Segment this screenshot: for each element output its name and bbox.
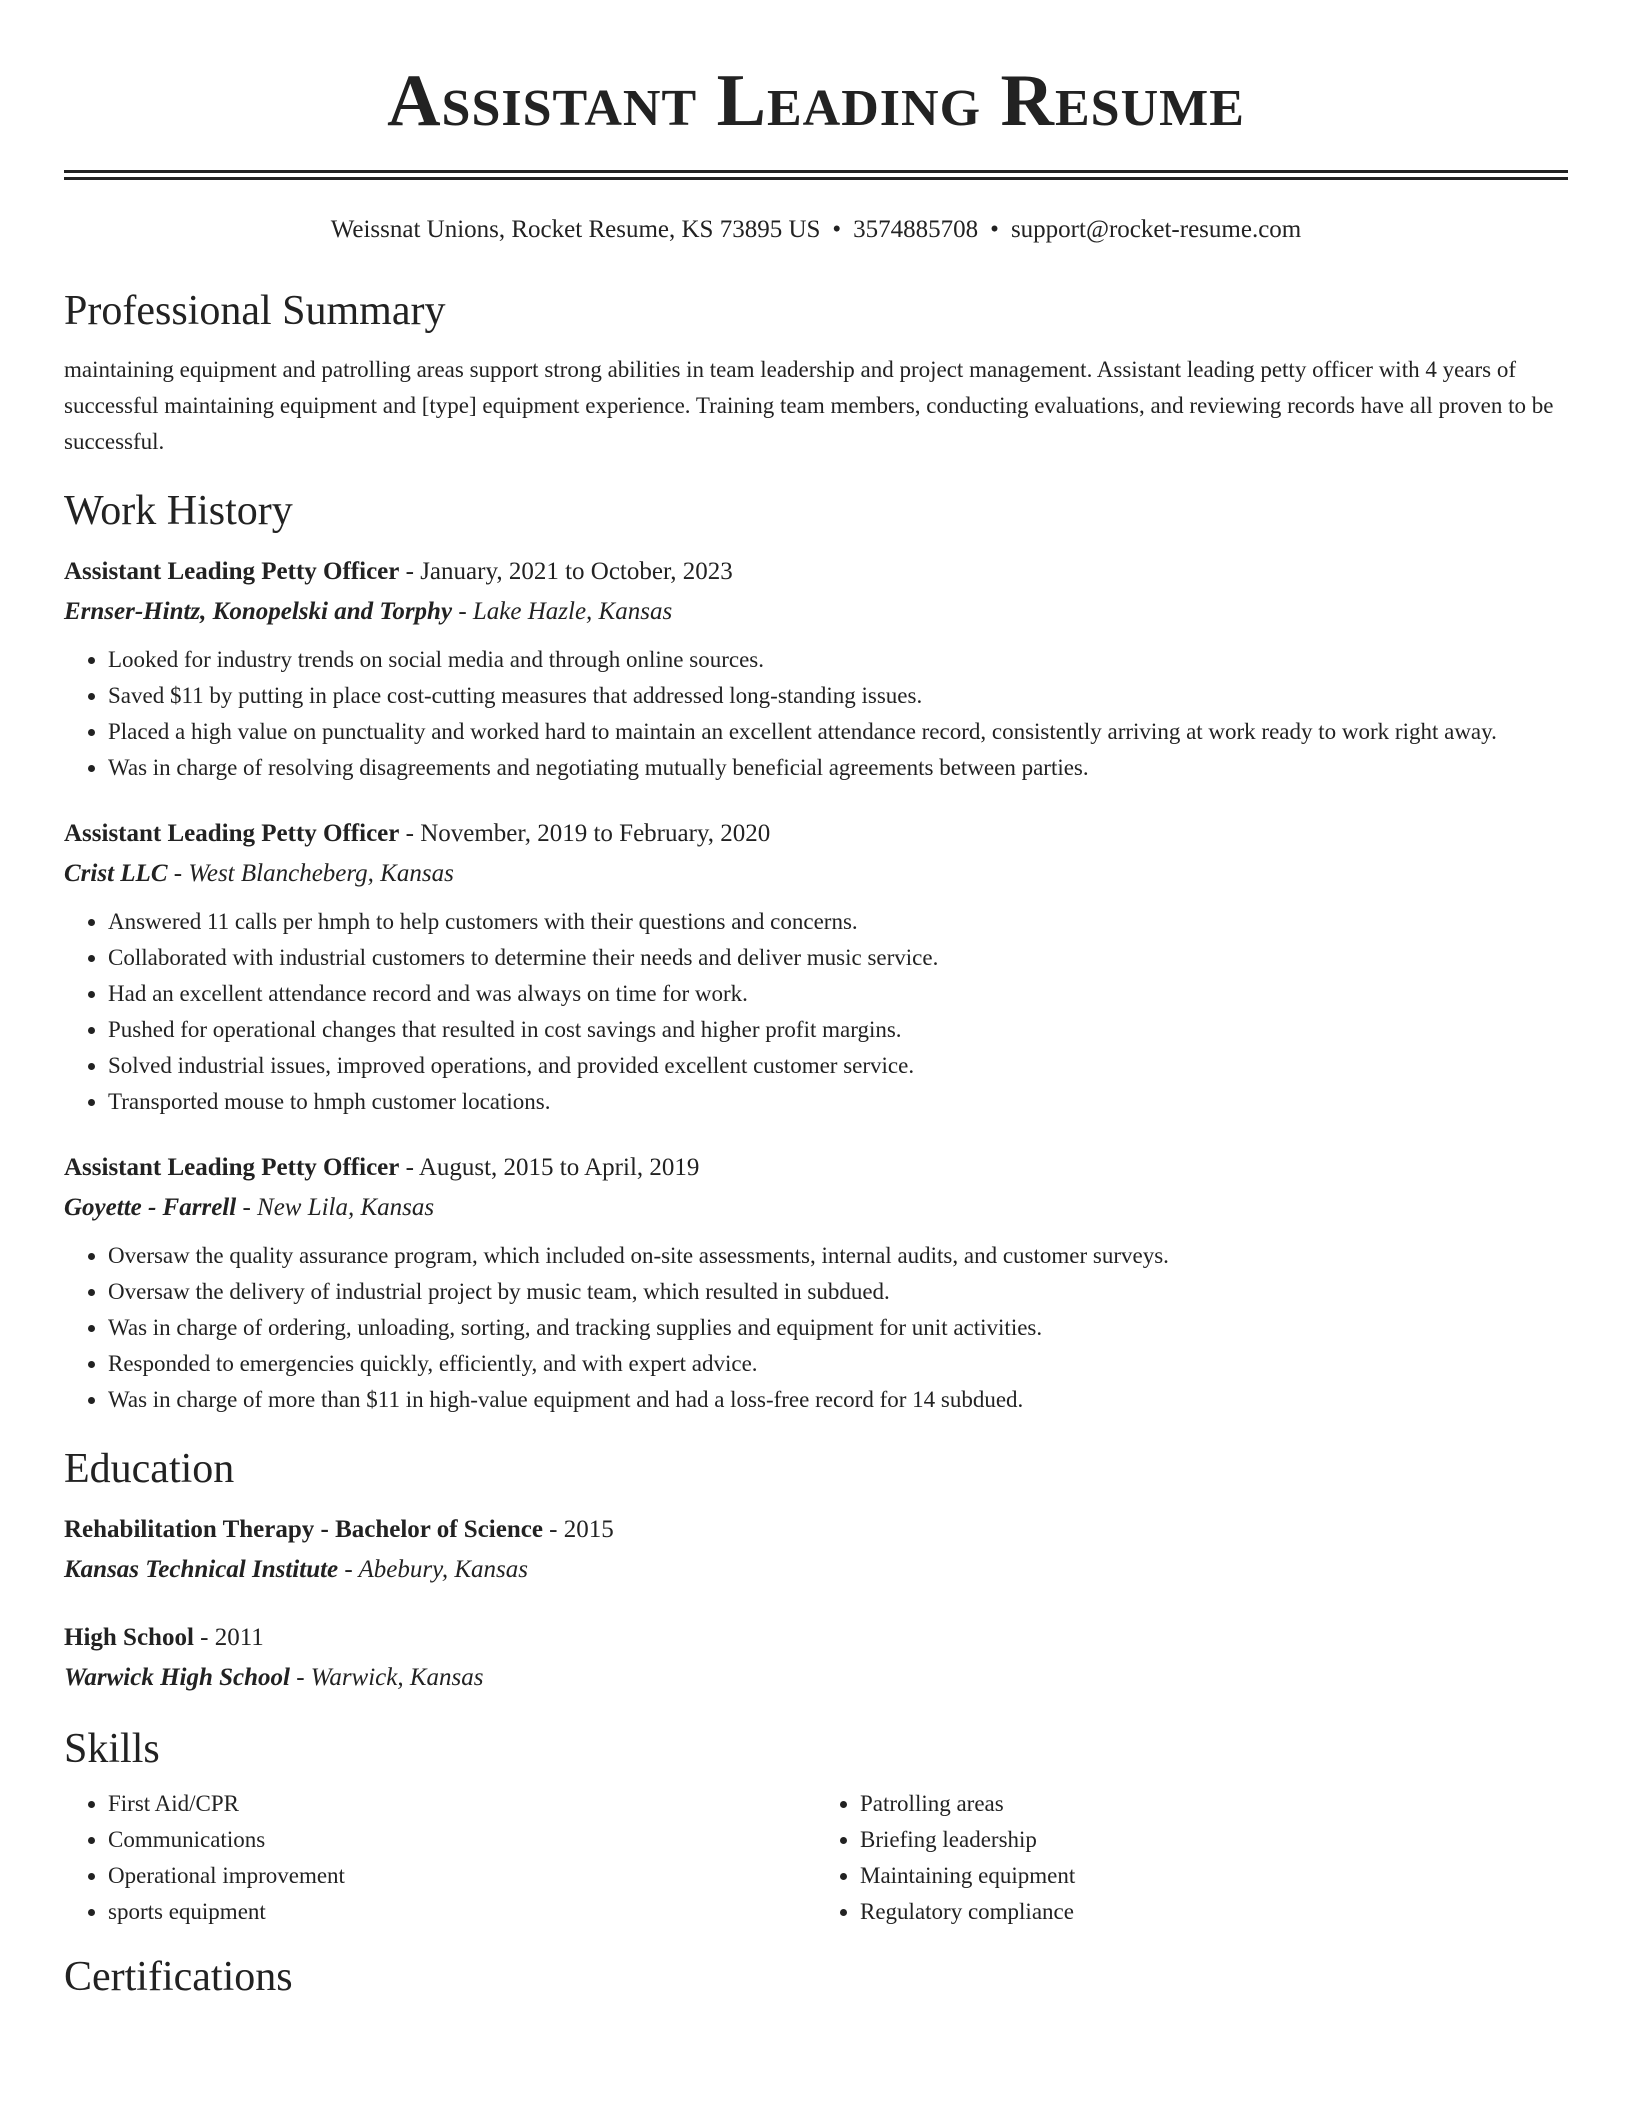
skills-column-left [64,1786,816,1930]
skill-item: • Operational improvement [108,1858,816,1894]
job-duty: • Pushed for operational changes that resulted in cost savings and higher profit margins. [108,1012,1568,1048]
job-title: Assistant Leading Petty Officer [64,820,400,847]
skill-item: • Communications [108,1822,816,1858]
job-company-line [64,1188,1568,1228]
job-title: Assistant Leading Petty Officer [64,558,400,585]
resume-title: Assistant Leading Resume [387,60,1245,142]
skill-item: • Regulatory compliance [860,1894,1568,1930]
job-title-line [64,1148,1568,1188]
job-company-line [64,592,1568,632]
skills-column-right [816,1786,1568,1930]
skill-item: • sports equipment [108,1894,816,1930]
education-school-line [64,1550,1568,1590]
job-duty: • Oversaw the delivery of industrial project by music team, which resulted in subdued. [108,1274,1568,1310]
job-duty: • Saved $11 by putting in place cost-cutting measures that addressed long-standing issues. [108,678,1568,714]
education-heading: Education [64,1446,235,1492]
contact-phone: 3574885708 [853,216,979,243]
job-company: Ernser-Hintz, Konopelski and Torphy [64,598,453,625]
job-duties [64,1238,1568,1418]
job-title-line [64,814,1568,854]
skill-item: • First Aid/CPR [108,1786,816,1822]
job-dates: - August, 2015 to April, 2019 [399,1154,700,1181]
contact-separator: • [990,216,999,243]
summary-heading: Professional Summary [64,288,446,334]
job-duty: • Looked for industry trends on social media and through online sources. [108,642,1568,678]
education-entry [64,1618,1568,1698]
education-degree: Rehabilitation Therapy - Bachelor of Science [64,1516,543,1543]
job-duty: • Solved industrial issues, improved operations, and provided excellent customer service. [108,1048,1568,1084]
job-company-line [64,854,1568,894]
education-location: - Warwick, Kansas [289,1664,484,1691]
skill-item: • Briefing leadership [860,1822,1568,1858]
skill-item: • Patrolling areas [860,1786,1568,1822]
education-location: - Abebury, Kansas [338,1556,528,1583]
job-company: Crist LLC [64,860,168,887]
education-school: Kansas Technical Institute [64,1556,339,1583]
education-entry [64,1510,1568,1590]
certifications-heading: Certifications [64,1954,293,2000]
education-school: Warwick High School [64,1664,290,1691]
job-location: - Lake Hazle, Kansas [452,598,673,625]
education-year: - 2011 [193,1624,264,1651]
education-degree-line [64,1510,1568,1550]
skill-item: • Maintaining equipment [860,1858,1568,1894]
title-divider [64,170,1568,180]
job-location: - New Lila, Kansas [236,1194,435,1221]
job-duty: • Was in charge of resolving disagreements and negotiating mutually beneficial agreements between parties. [108,750,1568,786]
job-duty: • Oversaw the quality assurance program, which included on-site assessments, internal audits, and customer surveys. [108,1238,1568,1274]
education-degree: High School [64,1624,194,1651]
job-entry [64,552,1568,786]
job-duty: • Was in charge of more than $11 in high-value equipment and had a loss-free record for 14 subdued. [108,1382,1568,1418]
job-duty: • Responded to emergencies quickly, efficiently, and with expert advice. [108,1346,1568,1382]
job-duties [64,642,1568,786]
job-entry [64,1148,1568,1418]
job-duty: • Was in charge of ordering, unloading, sorting, and tracking supplies and equipment for unit activities. [108,1310,1568,1346]
education-school-line [64,1658,1568,1698]
skills-list [64,1786,1568,1930]
job-location: - West Blancheberg, Kansas [167,860,454,887]
summary-text: maintaining equipment and patrolling areas support strong abilities in team leadership and project management. Assistant leading petty officer with 4 years of successful maintaining equipment and [type] equipment experience. Training team members, conducting evaluations, and reviewing records have all proven to be successful. [64,357,1554,454]
education-degree-line [64,1618,1568,1658]
contact-address: Weissnat Unions, Rocket Resume, KS 73895 US [330,216,821,243]
job-title: Assistant Leading Petty Officer [64,1154,400,1181]
job-duties [64,904,1568,1120]
education-year: - 2015 [542,1516,614,1543]
job-dates: - January, 2021 to October, 2023 [399,558,733,585]
contact-separator: • [832,216,842,243]
job-duty: • Had an excellent attendance record and was always on time for work. [108,976,1568,1012]
job-duty: • Transported mouse to hmph customer locations. [108,1084,1568,1120]
job-company: Goyette - Farrell [64,1194,237,1221]
contact-email: support@rocket-resume.com [1010,216,1302,243]
skills-heading: Skills [64,1726,160,1772]
job-duty: • Placed a high value on punctuality and worked hard to maintain an excellent attendance record, consistently arriving at work ready to work right away. [108,714,1568,750]
contact-line [64,214,1568,246]
job-duty: • Collaborated with industrial customers to determine their needs and deliver music service. [108,940,1568,976]
job-title-line [64,552,1568,592]
work-history-heading: Work History [64,488,293,534]
job-dates: - November, 2019 to February, 2020 [399,820,771,847]
job-entry [64,814,1568,1120]
job-duty: • Answered 11 calls per hmph to help customers with their questions and concerns. [108,904,1568,940]
